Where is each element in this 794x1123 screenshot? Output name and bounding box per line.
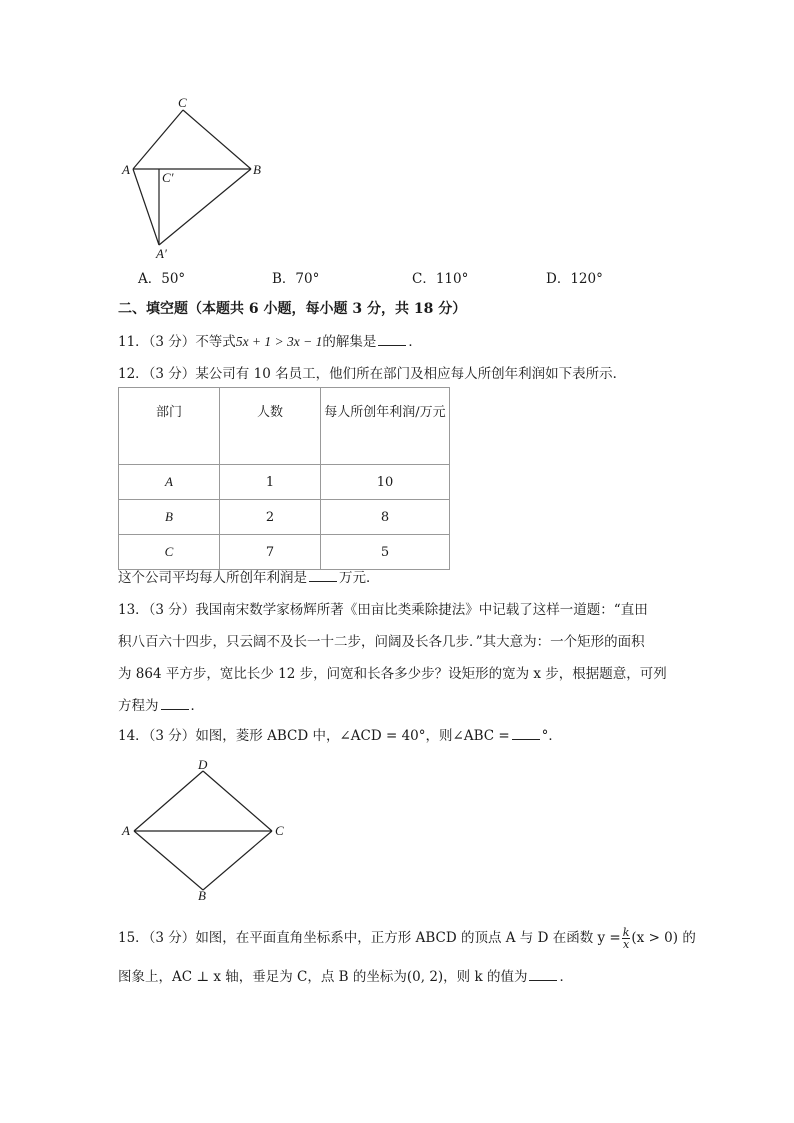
question-13-line-3: 为 864 平方步，宽比长少 12 步，问宽和长各多少步？设矩形的宽为 x 步，根据题意，可列 [118,666,667,682]
fraction-k-over-x: $\frac{k}{x}$ [622,926,630,951]
answer-blank[interactable] [309,569,337,582]
segment-AAprime [133,169,159,245]
answer-blank[interactable] [161,697,189,710]
question-13-line-2: 积八百六十四步，只云阔不及长一十二步，问阔及长各几步．”其大意为：一个矩形的面积 [118,634,645,650]
label-C: C [275,823,284,838]
segment-CB [183,110,251,169]
segment-CB [203,831,272,890]
header-count: 人数 [220,388,321,465]
table-header-row [119,388,450,465]
question-12: 12．（3 分）某公司有 10 名员工，他们所在部门及相应每人所创年利润如下表所示． [118,366,627,382]
table-row: C 7 5 [119,535,450,570]
answer-blank[interactable] [529,968,557,981]
label-A: A [122,823,130,838]
label-A-prime: A′ [156,246,167,261]
figure-triangle-fold [115,92,275,264]
label-B: B [253,162,261,177]
question-14: 14．（3 分）如图，菱形 ABCD 中，∠ACD = 40°，则∠ABC = °． [118,728,562,744]
choice-b: B．70° [272,271,320,287]
segment-BA [134,831,203,890]
question-11: 11．（3 分）不等式5x + 1 > 3x − 1的解集是 ． [118,334,422,350]
question-13-line-1: 13．（3 分）我国南宋数学家杨辉所著《田亩比类乘除捷法》中记载了这样一道题：“直田 [118,602,648,618]
question-15-line-2: 图象上，AC ⊥ x 轴，垂足为 C，点 B 的坐标为(0, 2)，则 k 的值为 ． [118,969,573,985]
label-D: D [198,757,208,772]
choice-a: A．50° [138,271,186,287]
section-heading: 二、填空题（本题共 6 小题，每小题 3 分，共 18 分） [118,301,467,317]
label-C-prime: C′ [162,170,174,185]
label-A: A [122,162,130,177]
table-row: A 1 10 [119,465,450,500]
table-row: B 2 8 [119,500,450,535]
answer-blank[interactable] [378,333,406,346]
segment-AC [133,110,183,169]
profit-table [118,387,450,570]
question-13-line-4: 方程为 ． [118,698,204,714]
segment-DC [203,771,272,831]
choice-c: C．110° [412,271,469,287]
question-15-line-1: 15．（3 分）如图，在平面直角坐标系中，正方形 ABCD 的顶点 A 与 D 在函数 y = $\frac{k}{x}$ (x > 0) 的 [118,926,696,951]
label-B: B [198,888,206,903]
choice-d: D．120° [546,271,603,287]
segment-AD [134,771,203,831]
header-profit: 每人所创年利润/万元 [321,388,450,465]
question-12-followup: 这个公司平均每人所创年利润是 万元． [118,570,380,586]
answer-blank[interactable] [512,727,540,740]
header-department: 部门 [119,388,220,465]
label-C: C [178,95,187,110]
